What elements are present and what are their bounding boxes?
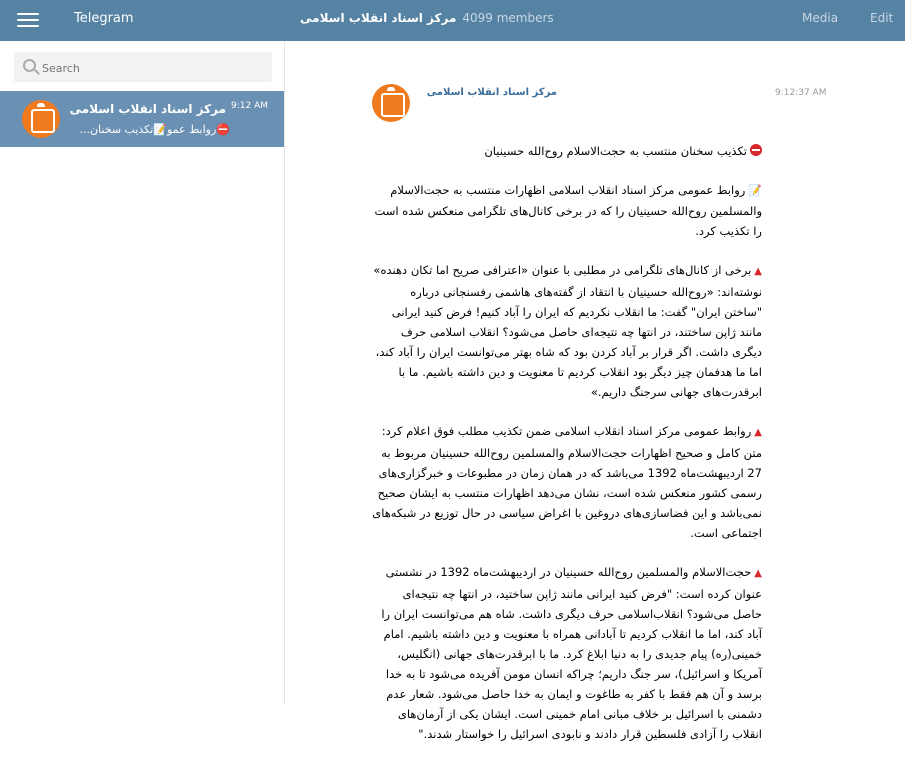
- message-paragraph: ▲برخی از کانال‌های تلگرامی در مطلبی با عنوان «اعترافی صریح اما تکان دهنده» نوشته‌اند: «روح‌الله حسینیان با انتقاد از گفته‌های هاشمی رفسنجانی درباره "ساختن ایران" گفت: ما انقلاب نکردیم که ایران را آباد کنیم! فرض کنید ایرانی مانند ژاپن ساختند، در انتها چه نتیجه‌ای حاصل می‌شود؟ انقلاب اسلامی حرف دیگری داشت. اگر قرار بر آباد کردن بود که شاه بهتر می‌توانست ایران را آباد کند، اما ما هدفمان چیز دیگر بود انقلاب کردیم تا معنویت و دین داشته باشیم. ما با ابرقدرت‌های جهانی سرجنگ داریم.»: [373, 263, 762, 399]
- avatar: [22, 100, 60, 138]
- message-text: [372, 141, 762, 763]
- message-paragraph: ▲حجت‌الاسلام والمسلمین روح‌الله حسینیان در اردیبهشت‌ماه 1392 در نشستی عنوان کرده است: "فرض کنید ایرانی مانند ژاپن ساختید، در انتها چه نتیجه‌ای حاصل می‌شود؟ انقلاب‌اسلامی حرف دیگری داشت. شاه هم می‌توانست ایران را آباد کند، اما ما انقلاب کردیم تا آبادانی همراه با معنویت و دین داشته باشیم. امام خمینی(ره) پیام جدیدی را به دنیا ابلاغ کرد. ما با ابرقدرت‌های جهانی (انگلیس، آمریکا و اسرائیل)، سر جنگ داریم؛ چراکه انسان مومن آفریده می‌شود تا به خدا برسد و آن هم فقط با کفر به طاغوت و ایمان به خدا حاصل می‌شود. شعار عدم دشمنی با اسرائیل بر خلاف مبانی امام خمینی است. ایشان یکی از آرمان‌های انقلاب را آزادی فلسطین قرار دادند و نابودی اسرائیل را خواستار شدند.": [381, 565, 762, 741]
- message-paragraph: تکذیب سخنان منتسب به حجت‌الاسلام روح‌الله حسینیان: [372, 141, 762, 161]
- avatar[interactable]: [372, 84, 410, 122]
- red-triangle-icon: ▲: [754, 568, 762, 579]
- message-area: [285, 41, 905, 741]
- media-button[interactable]: Media: [802, 11, 839, 25]
- search-box[interactable]: [14, 52, 272, 82]
- app-title: Telegram: [74, 11, 134, 26]
- message-paragraph: 📝روابط عمومی مرکز اسناد انقلاب اسلامی اظهارات منتسب به حجت‌الاسلام والمسلمین روح‌الله حسینیان را که در برخی کانال‌های تلگرامی منعکس شده است را تکذیب کرد.: [374, 183, 762, 238]
- red-triangle-icon: ▲: [754, 427, 762, 438]
- message-paragraph: ▲روابط عمومی مرکز اسناد انقلاب اسلامی ضمن تکذیب مطلب فوق اعلام کرد: متن کامل و صحیح اظهارات حجت‌الاسلام والمسلمین روح‌الله حسینیان مربوط به 27 اردیبهشت‌ماه 1392 می‌باشد که در همان زمان در مطبوعات و خبرگزاری‌های رسمی کشور منعکس شده است، نشان می‌دهد اظهارات منتسب به ایشان صحیح نمی‌باشد و این فضاسازی‌های دروغین با اغراض سیاسی در حال توزیع در شبکه‌های اجتماعی است.: [372, 424, 762, 540]
- message-time: 9:12:37 AM: [775, 88, 827, 98]
- message-author[interactable]: مرکز اسناد انقلاب اسلامی: [426, 87, 557, 98]
- memo-icon: 📝: [748, 184, 762, 197]
- member-count: 4099 members: [462, 11, 554, 25]
- dialog-snippet: ⛔روابط عمو📝تکذیب سخنان...: [79, 123, 230, 136]
- chat-header[interactable]: [300, 11, 730, 25]
- search-icon: [23, 59, 36, 72]
- edit-button[interactable]: Edit: [870, 11, 894, 25]
- no-entry-icon: [750, 144, 762, 156]
- dialog-time: 9:12 AM: [231, 101, 268, 111]
- red-triangle-icon: ▲: [754, 266, 762, 277]
- dialog-item[interactable]: [0, 91, 284, 147]
- dialog-name: مرکز اسناد انقلاب اسلامی: [69, 102, 226, 116]
- hamburger-icon[interactable]: [16, 10, 40, 30]
- top-bar: [0, 0, 905, 41]
- search-input[interactable]: [40, 52, 264, 84]
- chat-title: مرکز اسناد انقلاب اسلامی: [300, 11, 457, 25]
- sidebar: [0, 41, 285, 705]
